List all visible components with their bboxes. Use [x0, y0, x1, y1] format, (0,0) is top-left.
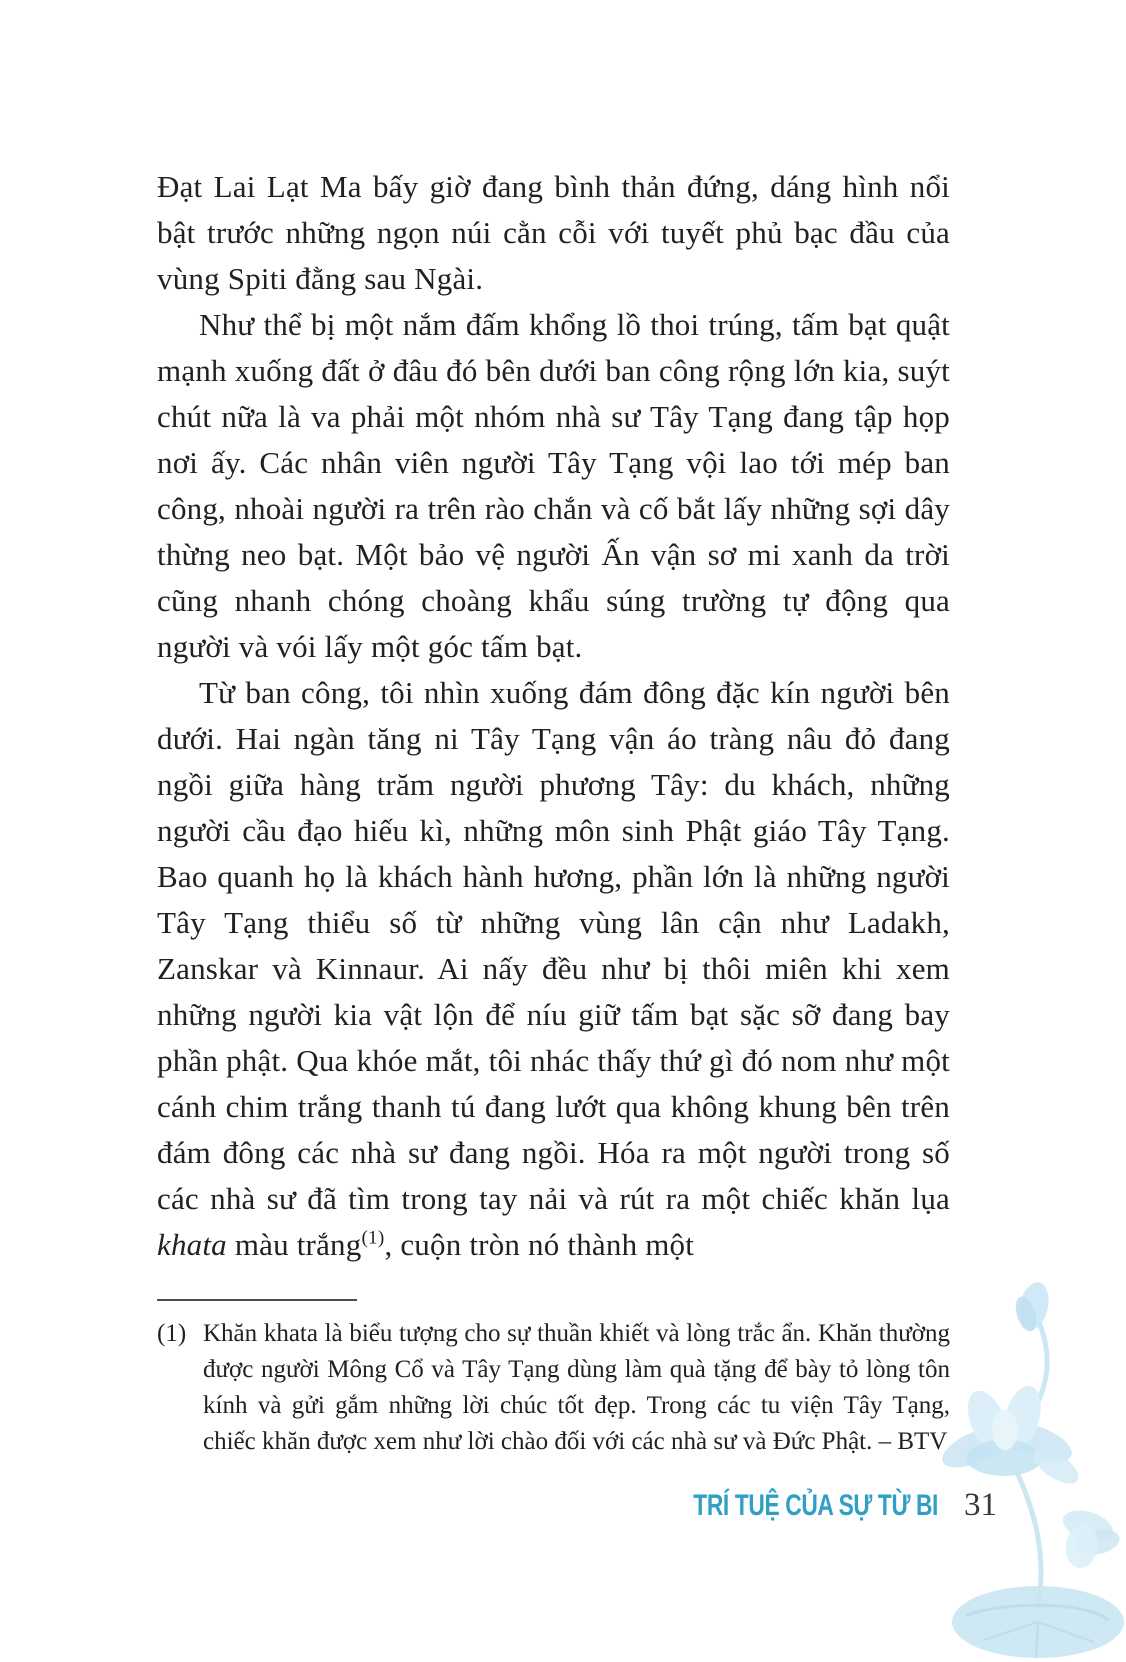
italic-term: khata	[157, 1227, 227, 1262]
footnote	[157, 1316, 950, 1460]
page-number: 31	[964, 1487, 997, 1523]
paragraph-text: Từ ban công, tôi nhìn xuống đám đông đặc kín người bên dưới. Hai ngàn tăng ni Tây Tạng vận áo tràng nâu đỏ đang ngồi giữa hàng trăm người phương Tây: du khách, những người cầu đạo hiếu kì, những môn sinh Phật giáo Tây Tạng. Bao quanh họ là khách hành hương, phần lớn là những người Tây Tạng thiểu số từ những vùng lân cận như Ladakh, Zanskar và Kinnaur. Ai nấy đều như bị thôi miên khi xem những người kia vật lộn để níu giữ tấm bạt sặc sỡ đang bay phần phật. Qua khóe mắt, tôi nhác thấy thứ gì đó nom như một cánh chim trắng thanh tú đang lướt qua không khung bên trên đám đông các nhà sư đang ngồi. Hóa ra một người trong số các nhà sư đã tìm trong tay nải và rút ra một chiếc khăn lụa	[157, 675, 950, 1216]
footnote-marker: (1)	[157, 1320, 187, 1347]
paragraph: Như thể bị một nắm đấm khổng lồ thoi trúng, tấm bạt quật mạnh xuống đất ở đâu đó bên dưới ban công rộng lớn kia, suýt chút nữa là va phải một nhóm nhà sư Tây Tạng đang tập họp nơi ấy. Các nhân viên người Tây Tạng vội lao tới mép ban công, nhoài người ra trên rào chắn và cố bắt lấy những sợi dây thừng neo bạt. Một bảo vệ người Ấn vận sơ mi xanh da trời cũng nhanh chóng choàng khẩu súng trường tự động qua người và vói lấy một góc tấm bạt.	[157, 307, 950, 664]
paragraph-text: màu trắng	[226, 1227, 362, 1262]
paragraph: Đạt Lai Lạt Ma bấy giờ đang bình thản đứng, dáng hình nổi bật trước những ngọn núi cằn cỗi với tuyết phủ bạc đầu của vùng Spiti đằng sau Ngài.	[157, 169, 950, 296]
lotus-flower-watermark-icon	[936, 1270, 1126, 1662]
paragraph-text: , cuộn tròn nó thành một	[384, 1227, 695, 1262]
body-text-block	[157, 164, 950, 1268]
footnote-reference: (1)	[361, 1227, 385, 1249]
footnote-divider	[157, 1299, 357, 1301]
footnote-text: Khăn khata là biểu tượng cho sự thuần khiết và lòng trắc ẩn. Khăn thường được người Mông Cổ và Tây Tạng dùng làm quà tặng để bày tỏ lòng tôn kính và gửi gắm những lời chúc tốt đẹp. Trong các tu viện Tây Tạng, chiếc khăn được xem như lời chào đối với các nhà sư và Đức Phật. – BTV	[203, 1320, 950, 1455]
running-title: TRÍ TUỆ CỦA SỰ TỪ BI	[693, 1489, 938, 1522]
paragraph	[157, 670, 950, 1268]
